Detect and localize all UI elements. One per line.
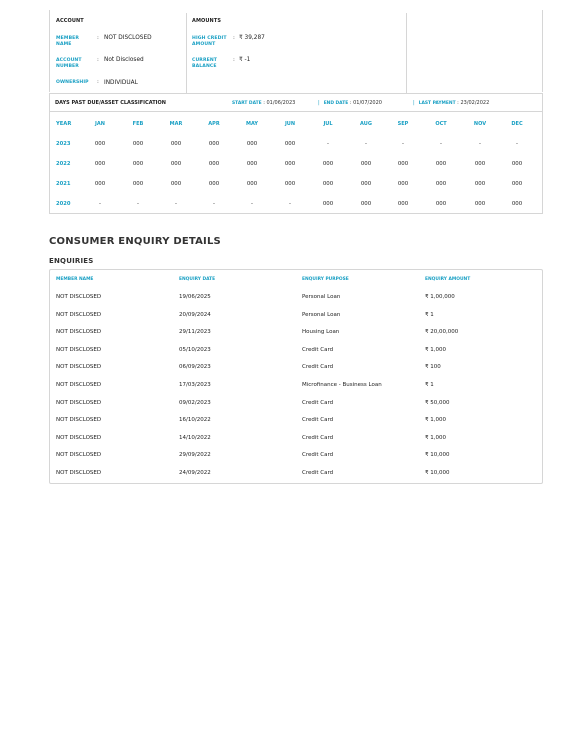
account-number-label: ACCOUNT NUMBER	[56, 58, 82, 69]
enquiry-cell: Personal Loan	[302, 311, 341, 318]
end-date-label: END DATE	[323, 101, 349, 106]
divider	[406, 13, 407, 93]
current-balance-label: CURRENT BALANCE	[192, 58, 217, 69]
ownership-value: INDIVIDUAL	[104, 80, 138, 86]
dpd-value-cell: 000	[132, 181, 144, 187]
dpd-value-cell: -	[251, 201, 253, 207]
dpd-value-cell: 000	[397, 201, 409, 207]
dpd-value-cell: -	[365, 141, 367, 147]
dpd-value-cell: -	[175, 201, 177, 207]
enquiry-cell: 09/02/2023	[179, 399, 211, 406]
dpd-value-cell: 000	[170, 141, 182, 147]
enquiry-cell: 24/09/2022	[179, 470, 211, 476]
colon: :	[97, 35, 99, 41]
enquiry-cell: ₹ 100	[425, 364, 441, 371]
dpd-value-cell: 000	[208, 141, 220, 147]
dpd-value-cell: 000	[435, 201, 447, 207]
dpd-value-cell: 000	[94, 181, 106, 187]
enquiry-cell: 14/10/2022	[179, 434, 211, 441]
month-header: NOV	[473, 121, 487, 127]
dpd-value-cell: 000	[322, 181, 334, 187]
enquiry-cell: ₹ 1,000	[425, 434, 446, 441]
dpd-value-cell: 000	[246, 141, 258, 147]
month-header: JUN	[284, 121, 296, 127]
dpd-value-cell: 000	[360, 181, 372, 187]
dpd-value-cell: 000	[208, 181, 220, 187]
month-header: DEC	[511, 121, 523, 127]
month-header: JAN	[95, 121, 105, 127]
enquiry-cell: 20/09/2024	[179, 311, 211, 318]
enquiry-cell: 05/10/2023	[179, 346, 211, 353]
last-payment-label: LAST PAYMENT	[418, 101, 456, 106]
enquiry-cell: ₹ 1,000	[425, 417, 446, 424]
enquiry-cell: Credit Card	[302, 399, 334, 406]
enquiry-cell: Credit Card	[302, 346, 334, 353]
colon: :	[233, 57, 235, 63]
year-header: YEAR	[56, 121, 72, 127]
year-cell: 2021	[56, 181, 71, 187]
dpd-value-cell: -	[516, 141, 518, 147]
colon: :	[97, 57, 99, 63]
enquiry-cell: 29/11/2023	[179, 329, 211, 336]
enquiry-cell: NOT DISCLOSED	[56, 346, 102, 353]
enquiry-cell: Microfinance - Business Loan	[302, 382, 382, 388]
dpd-value-cell: 000	[132, 141, 144, 147]
year-cell: 2023	[56, 141, 71, 147]
dpd-value-cell: 000	[511, 161, 523, 167]
dpd-value-cell: 000	[360, 201, 372, 207]
enquiry-cell: 06/09/2023	[179, 364, 211, 371]
enquiry-column-header: ENQUIRY PURPOSE	[302, 277, 349, 282]
enquiry-cell: NOT DISCLOSED	[56, 452, 102, 459]
dpd-title: DAYS PAST DUE/ASSET CLASSIFICATION	[55, 100, 166, 106]
colon: :	[97, 79, 99, 85]
enquiry-cell: NOT DISCLOSED	[56, 311, 102, 318]
dpd-value-cell: 000	[435, 181, 447, 187]
dpd-value-cell: 000	[132, 161, 144, 167]
enquiry-column-header: MEMBER NAME	[56, 277, 94, 282]
dpd-value-cell: 000	[94, 141, 106, 147]
dpd-value-cell: 000	[397, 181, 409, 187]
dpd-value-cell: -	[440, 141, 442, 147]
enquiry-cell: 19/06/2025	[179, 294, 211, 300]
enquiry-cell: ₹ 1,000	[425, 346, 446, 353]
start-date-label: START DATE	[232, 101, 262, 106]
dpd-value-cell: 000	[284, 181, 296, 187]
enquiry-cell: ₹ 1	[425, 311, 434, 318]
dpd-value-cell: 000	[322, 161, 334, 167]
month-header: MAY	[246, 121, 258, 127]
enquiry-cell: NOT DISCLOSED	[56, 470, 102, 476]
year-cell: 2022	[56, 161, 71, 167]
enquiry-cell: NOT DISCLOSED	[56, 434, 102, 441]
dpd-value-cell: 000	[474, 201, 486, 207]
high-credit-value: ₹ 39,287	[239, 35, 265, 41]
dpd-value-cell: 000	[246, 161, 258, 167]
start-date-value: 01/06/2023	[266, 100, 296, 106]
dpd-value-cell: -	[479, 141, 481, 147]
enquiry-cell: 17/03/2023	[179, 382, 211, 388]
dpd-end-date: | END DATE : 01/07/2020	[318, 100, 382, 106]
dpd-value-cell: -	[327, 141, 329, 147]
enquiry-cell: NOT DISCLOSED	[56, 364, 102, 371]
dpd-value-cell: 000	[474, 161, 486, 167]
enquiry-cell: NOT DISCLOSED	[56, 382, 102, 388]
enquiry-cell: ₹ 50,000	[425, 399, 450, 406]
enquiry-cell: NOT DISCLOSED	[56, 329, 102, 336]
month-header: APR	[208, 121, 220, 127]
amounts-section-title: AMOUNTS	[192, 18, 222, 24]
ownership-label: OWNERSHIP	[56, 80, 89, 85]
dpd-value-cell: 000	[474, 181, 486, 187]
dpd-value-cell: 000	[170, 161, 182, 167]
enquiry-cell: NOT DISCLOSED	[56, 294, 102, 300]
year-cell: 2020	[56, 201, 71, 207]
enquiry-section-title: CONSUMER ENQUIRY DETAILS	[49, 236, 221, 247]
enquiry-cell: 29/09/2022	[179, 452, 211, 459]
enquiry-cell: Credit Card	[302, 434, 334, 441]
enquiry-cell: ₹ 10,000	[425, 470, 450, 476]
month-header: OCT	[435, 121, 447, 127]
dpd-value-cell: 000	[170, 181, 182, 187]
last-payment-value: 23/02/2022	[460, 100, 490, 106]
dpd-start-date: START DATE : 01/06/2023	[232, 100, 296, 106]
colon: :	[233, 35, 235, 41]
dpd-value-cell: -	[213, 201, 215, 207]
enquiry-cell: 16/10/2022	[179, 417, 211, 424]
member-name-value: NOT DISCLOSED	[104, 35, 152, 41]
dpd-value-cell: -	[99, 201, 101, 207]
enquiry-cell: Credit Card	[302, 452, 334, 459]
enquiry-cell: NOT DISCLOSED	[56, 399, 102, 406]
enquiry-cell: Credit Card	[302, 364, 334, 371]
dpd-value-cell: 000	[208, 161, 220, 167]
month-header: JUL	[323, 121, 333, 127]
account-section-title: ACCOUNT	[56, 18, 84, 24]
dpd-value-cell: 000	[511, 201, 523, 207]
dpd-value-cell: -	[402, 141, 404, 147]
enquiry-cell: ₹ 20,00,000	[425, 329, 459, 336]
month-header: FEB	[132, 121, 144, 127]
enquiry-cell: ₹ 1,00,000	[425, 294, 455, 300]
dpd-last-payment: | LAST PAYMENT : 23/02/2022	[413, 100, 490, 106]
enquiry-column-header: ENQUIRY AMOUNT	[425, 277, 471, 282]
enquiry-cell: NOT DISCLOSED	[56, 417, 102, 424]
dpd-value-cell: 000	[435, 161, 447, 167]
dpd-value-cell: 000	[322, 201, 334, 207]
dpd-value-cell: -	[137, 201, 139, 207]
dpd-value-cell: -	[289, 201, 291, 207]
month-header: MAR	[169, 121, 183, 127]
enquiry-column-header: ENQUIRY DATE	[179, 277, 216, 282]
dpd-value-cell: 000	[284, 161, 296, 167]
dpd-value-cell: 000	[284, 141, 296, 147]
dpd-value-cell: 000	[246, 181, 258, 187]
month-header: AUG	[360, 121, 372, 127]
dpd-value-cell: 000	[397, 161, 409, 167]
current-balance-value: ₹ -1	[239, 57, 251, 63]
high-credit-label: HIGH CREDIT AMOUNT	[192, 36, 227, 47]
dpd-value-cell: 000	[511, 181, 523, 187]
account-number-value: Not Disclosed	[104, 57, 144, 63]
enquiry-cell: Housing Loan	[302, 329, 340, 336]
enquiries-subtitle: ENQUIRIES	[49, 257, 94, 265]
enquiries-table-box	[49, 269, 543, 484]
enquiry-cell: Credit Card	[302, 470, 334, 476]
member-name-label: MEMBER NAME	[56, 36, 80, 47]
dpd-value-cell: 000	[94, 161, 106, 167]
end-date-value: 01/07/2020	[353, 100, 382, 106]
enquiry-cell: ₹ 10,000	[425, 452, 450, 459]
dpd-value-cell: 000	[360, 161, 372, 167]
month-header: SEP	[397, 121, 409, 127]
enquiry-cell: Personal Loan	[302, 294, 341, 300]
divider	[186, 13, 187, 93]
enquiry-cell: Credit Card	[302, 417, 334, 424]
enquiry-cell: ₹ 1	[425, 382, 434, 388]
